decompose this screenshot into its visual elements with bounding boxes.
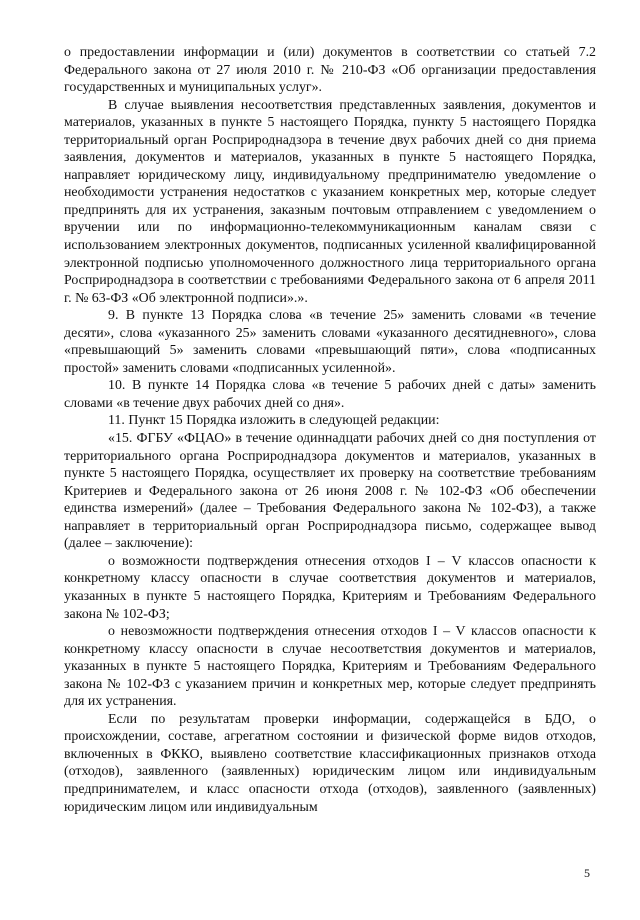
paragraph-continuation: о предоставлении информации и (или) документов в соответствии со статьей 7.2 Федерального закона от 27 июля 2010 г. № 210-ФЗ «Об организации предоставления государственных и муниципальных услуг». [64,45,596,96]
paragraph-item-10: 10. В пункте 14 Порядка слова «в течение 5 рабочих дней с даты» заменить словами «в течение двух рабочих дней со дня». [64,378,596,411]
paragraph-possibility: о возможности подтверждения отнесения отходов I – V классов опасности к конкретному классу опасности в случае соответствия документов и материалов, указанных в пункте 5 настоящего Порядка, Критериям и Требованиям Федерального закона № 102-ФЗ; [64,553,596,622]
paragraph-item-15-text: «15. ФГБУ «ФЦАО» в течение одиннадцати рабочих дней со дня поступления от территориального органа Росприроднадзора документов и материалов, указанных в пункте 5 настоящего Порядка, осуществляет их проверку на соответствие требованиям Критериев и Федерального закона от 26 июня 2008 г. № 102-ФЗ «Об обеспечении единства измерений» (далее – Требования Федерального закона № 102-ФЗ), а также направляет в территориальный орган Росприроднадзора письмо, содержащее вывод (далее – заключение): [64,431,596,552]
page-number: 5 [584,866,590,880]
paragraph-nonconformity: В случае выявления несоответствия представленных заявления, документов и материалов, указанных в пункте 5 настоящего Порядка, пункту 5 настоящего Порядка территориальный орган Росприроднадзора в течение двух рабочих дней со дня приема заявления, документов и материалов, указанных в пункте 5 настоящего Порядка, направляет юридическому лицу, индивидуальному предпринимателю уведомление о необходимости устранения недостатков с указанием конкретных мер, которые следует предпринять для их устранения, заказным почтовым отправлением с уведомлением о вручении или по информационно-телекоммуникационным каналам связи с использованием электронных документов, подписанных усиленной квалифицированной электронной подписью уполномоченного должностного лица территориального органа Росприроднадзора в соответствии с требованиями Федерального закона от 6 апреля 2011 г. № 63-ФЗ «Об электронной подписи».». [64,97,596,306]
paragraph-item-11: 11. Пункт 15 Порядка изложить в следующей редакции: [108,413,440,429]
paragraph-impossibility: о невозможности подтверждения отнесения отходов I – V классов опасности к конкретному классу опасности в случае несоответствия документов и материалов, указанных в пункте 5 настоящего Порядка, Критериям и Требованиям Федерального закона № 102-ФЗ с указанием причин и конкретных мер, которые следует предпринять для их устранения. [64,624,596,710]
document-body [64,44,596,816]
paragraph-bdo-check: Если по результатам проверки информации, содержащейся в БДО, о происхождении, составе, агрегатном состоянии и физической форме видов отходов, включенных в ФККО, выявлено соответствие классификационных признаков отхода (отходов), заявленного (заявленных) юридическим лицом или индивидуальным предпринимателем, и класс опасности отхода (отходов), заявленного (заявленных) юридическим лицом или индивидуальным [64,711,596,815]
paragraph-item-9: 9. В пункте 13 Порядка слова «в течение 25» заменить словами «в течение десяти», слова «указанного 25» заменить словами «указанного десятидневного», слова «превышающий 5» заменить словами «превышающий пяти», слова «подписанных простой» заменить словами «подписанных усиленной». [64,308,596,376]
